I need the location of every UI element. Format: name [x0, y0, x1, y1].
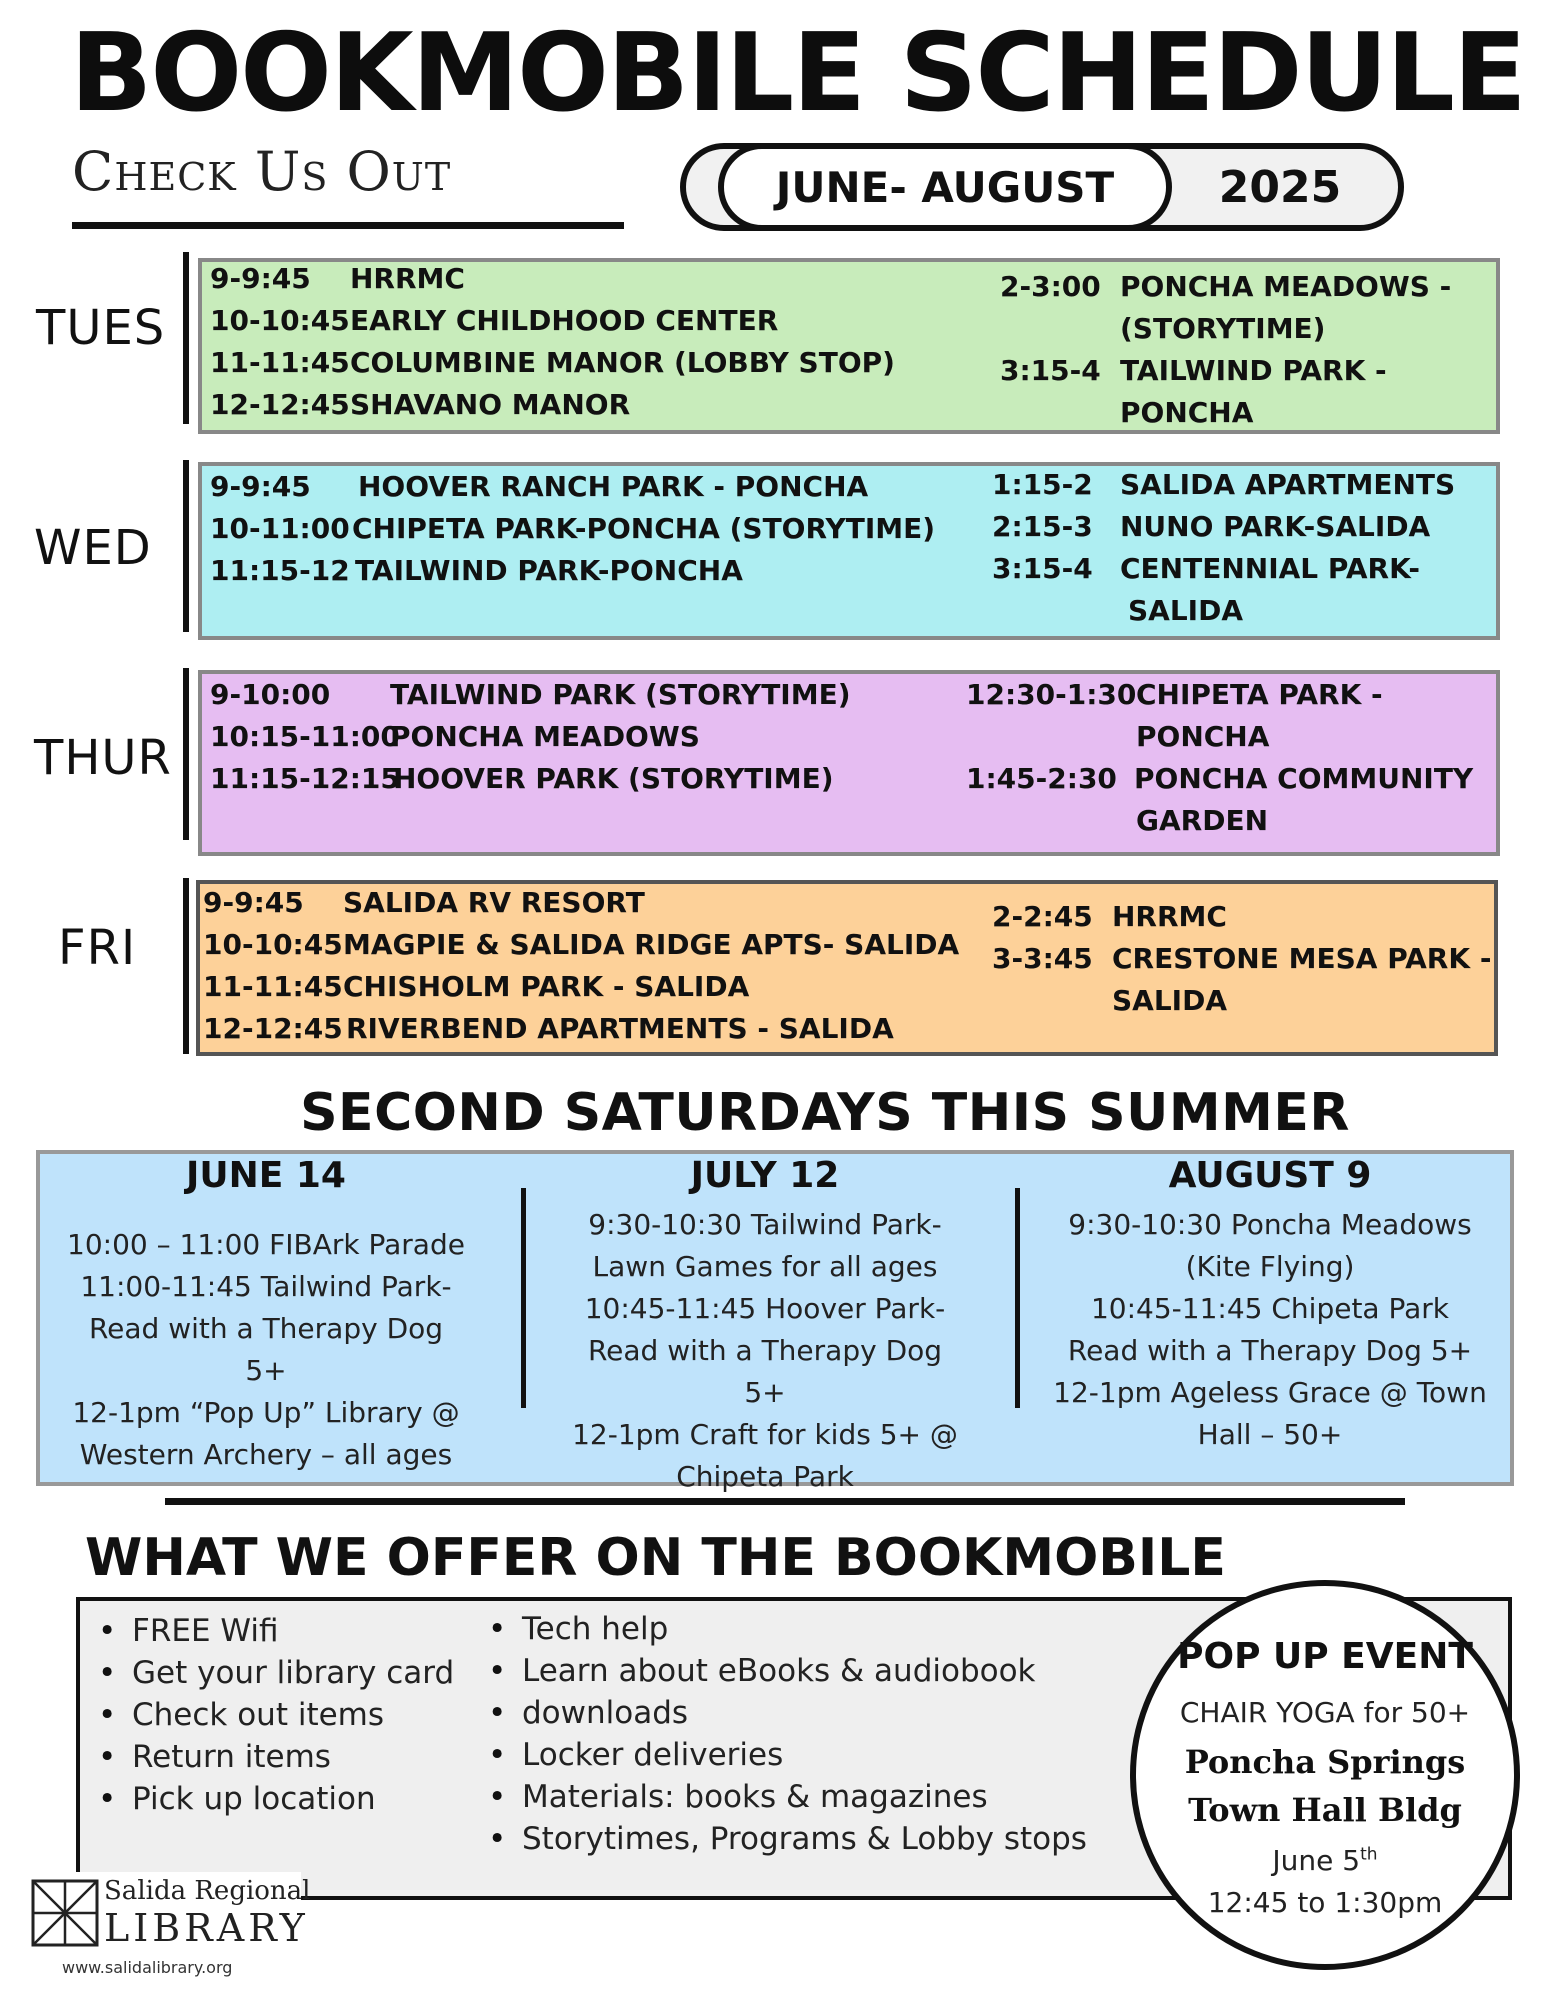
section-divider: [165, 1498, 1405, 1505]
offer-item: • Get your library card: [98, 1652, 454, 1694]
day-label-fri: FRI: [58, 920, 137, 976]
season-label: JUNE- AUGUST: [718, 143, 1172, 231]
offer-item: • Return items: [98, 1736, 454, 1778]
saturday-date: JULY 12: [690, 1155, 840, 1196]
schedule-left-fri: [203, 882, 959, 1050]
subtitle-underline: [72, 222, 624, 229]
offer-item: • Tech help: [488, 1608, 1087, 1650]
offer-list-2: [488, 1608, 1087, 1860]
offer-item: • Learn about eBooks & audiobook: [488, 1650, 1087, 1692]
offer-item-continued: • downloads: [488, 1692, 1087, 1734]
offer-item: • Materials: books & magazines: [488, 1776, 1087, 1818]
schedule-row: (STORYTIME): [1120, 312, 1326, 345]
saturday-line: Western Archery – all ages: [79, 1438, 453, 1471]
saturday-line: Read with a Therapy Dog 5+: [1067, 1334, 1473, 1367]
saturday-line: Read with a Therapy Dog 5+: [88, 1312, 444, 1387]
schedule-left-wed: [210, 466, 935, 592]
saturday-august: [1045, 1155, 1495, 1456]
saturdays-title: SECOND SATURDAYS THIS SUMMER: [300, 1083, 1350, 1143]
offer-item: • Pick up location: [98, 1778, 454, 1820]
schedule-row: 9-9:45 HOOVER RANCH PARK - PONCHA: [210, 470, 869, 503]
schedule-row: 2-3:00 PONCHA MEADOWS -: [1000, 270, 1452, 303]
popup-event-badge: [1130, 1580, 1520, 1970]
offer-item: • Check out items: [98, 1694, 454, 1736]
popup-date: June 5th: [1272, 1844, 1378, 1877]
schedule-row: 2:15-3 NUNO PARK-SALIDA: [992, 510, 1431, 543]
saturday-line: 9:30-10:30 Tailwind Park-: [588, 1208, 942, 1241]
schedule-row: 9-9:45 HRRMC: [210, 262, 465, 295]
popup-time: 12:45 to 1:30pm: [1207, 1886, 1443, 1919]
schedule-row: 9-10:00 TAILWIND PARK (STORYTIME): [210, 678, 851, 711]
day-divider-wed: [183, 460, 189, 632]
schedule-row: 11:15-12 TAILWIND PARK-PONCHA: [210, 554, 743, 587]
popup-venue: Poncha Springs Town Hall Bldg: [1184, 1743, 1466, 1829]
schedule-row: 10-10:45MAGPIE & SALIDA RIDGE APTS- SALIDA: [203, 928, 960, 961]
saturday-line: 10:45-11:45 Chipeta Park: [1090, 1292, 1449, 1325]
website-url: www.salidalibrary.org: [62, 1958, 233, 1977]
schedule-right-tues: [1000, 266, 1451, 434]
schedule-row: 11-11:45COLUMBINE MANOR (LOBBY STOP): [210, 346, 895, 379]
offer-item: • FREE Wifi: [98, 1610, 454, 1652]
schedule-row: 10-11:00CHIPETA PARK-PONCHA (STORYTIME): [210, 512, 936, 545]
schedule-row: 1:45-2:30 PONCHA COMMUNITY: [966, 762, 1474, 795]
schedule-row: 11-11:45CHISHOLM PARK - SALIDA: [203, 970, 750, 1003]
schedule-left-thur: [210, 674, 851, 800]
schedule-row: 12-12:45SHAVANO MANOR: [210, 388, 631, 421]
saturday-line: Lawn Games for all ages: [592, 1250, 938, 1283]
page-title: BOOKMOBILE SCHEDULE: [70, 11, 1525, 136]
saturday-line: 12-1pm Craft for kids 5+ @: [572, 1418, 958, 1451]
saturday-line: (Kite Flying): [1185, 1250, 1355, 1283]
day-divider-fri: [183, 878, 189, 1054]
schedule-row: 12:30-1:30CHIPETA PARK -: [966, 678, 1383, 711]
offer-title: WHAT WE OFFER ON THE BOOKMOBILE: [85, 1528, 1226, 1588]
day-label-thur: THUR: [34, 730, 172, 786]
saturday-divider: [1015, 1188, 1020, 1408]
schedule-row: 3:15-4 CENTENNIAL PARK-: [992, 552, 1420, 585]
offer-item: • Storytimes, Programs & Lobby stops: [488, 1818, 1087, 1860]
schedule-row: 9-9:45 SALIDA RV RESORT: [203, 886, 645, 919]
day-label-wed: WED: [34, 520, 152, 576]
day-divider-tues: [183, 252, 189, 424]
season-year: 2025: [1218, 161, 1342, 213]
saturday-date: JUNE 14: [186, 1155, 346, 1196]
day-divider-thur: [183, 668, 189, 840]
logo-name-line2: LIBRARY: [104, 1906, 309, 1950]
saturday-divider: [521, 1188, 526, 1408]
subtitle: Check Us Out: [72, 140, 452, 203]
schedule-left-tues: [210, 258, 895, 426]
logo-name-line1: Salida Regional: [104, 1876, 311, 1906]
schedule-row: GARDEN: [1136, 804, 1269, 837]
offer-item: • Locker deliveries: [488, 1734, 1087, 1776]
schedule-row: SALIDA: [1112, 984, 1228, 1017]
offer-list-1: [98, 1610, 454, 1820]
schedule-row: 10-10:45EARLY CHILDHOOD CENTER: [210, 304, 779, 337]
day-label-tues: TUES: [36, 300, 166, 356]
library-logo-icon: [30, 1878, 100, 1948]
saturday-line: Hall – 50+: [1197, 1418, 1343, 1451]
saturday-line: 10:45-11:45 Hoover Park-: [584, 1292, 946, 1325]
saturday-line: 11:00-11:45 Tailwind Park-: [80, 1270, 452, 1303]
schedule-row: SALIDA: [1128, 594, 1244, 627]
saturday-july: [565, 1155, 965, 1498]
schedule-right-wed: [992, 464, 1455, 632]
saturday-line: 12-1pm “Pop Up” Library @: [72, 1396, 460, 1429]
schedule-row: 3:15-4 TAILWIND PARK -: [1000, 354, 1387, 387]
schedule-row: 1:15-2 SALIDA APARTMENTS: [992, 468, 1456, 501]
schedule-row: 10:15-11:00PONCHA MEADOWS: [210, 720, 700, 753]
schedule-row: PONCHA: [1120, 396, 1254, 429]
saturday-date: AUGUST 9: [1168, 1155, 1372, 1196]
saturday-line: 10:00 – 11:00 FIBArk Parade: [67, 1228, 465, 1261]
saturday-line: Chipeta Park: [676, 1460, 854, 1493]
saturday-june: [66, 1155, 466, 1476]
schedule-row: 11:15-12:15HOOVER PARK (STORYTIME): [210, 762, 834, 795]
schedule-row: 12-12:45 RIVERBEND APARTMENTS - SALIDA: [203, 1012, 894, 1045]
popup-heading: POP UP EVENT: [1177, 1636, 1473, 1677]
schedule-row: 3-3:45 CRESTONE MESA PARK -: [992, 942, 1492, 975]
saturday-line: 12-1pm Ageless Grace @ Town: [1053, 1376, 1487, 1409]
schedule-row: 2-2:45 HRRMC: [992, 900, 1227, 933]
schedule-row: PONCHA: [1136, 720, 1270, 753]
saturday-line: 9:30-10:30 Poncha Meadows: [1068, 1208, 1472, 1241]
popup-activity: CHAIR YOGA for 50+: [1179, 1696, 1471, 1729]
saturday-line: Read with a Therapy Dog 5+: [587, 1334, 943, 1409]
schedule-right-thur: [966, 674, 1473, 842]
schedule-right-fri: [992, 896, 1491, 1022]
